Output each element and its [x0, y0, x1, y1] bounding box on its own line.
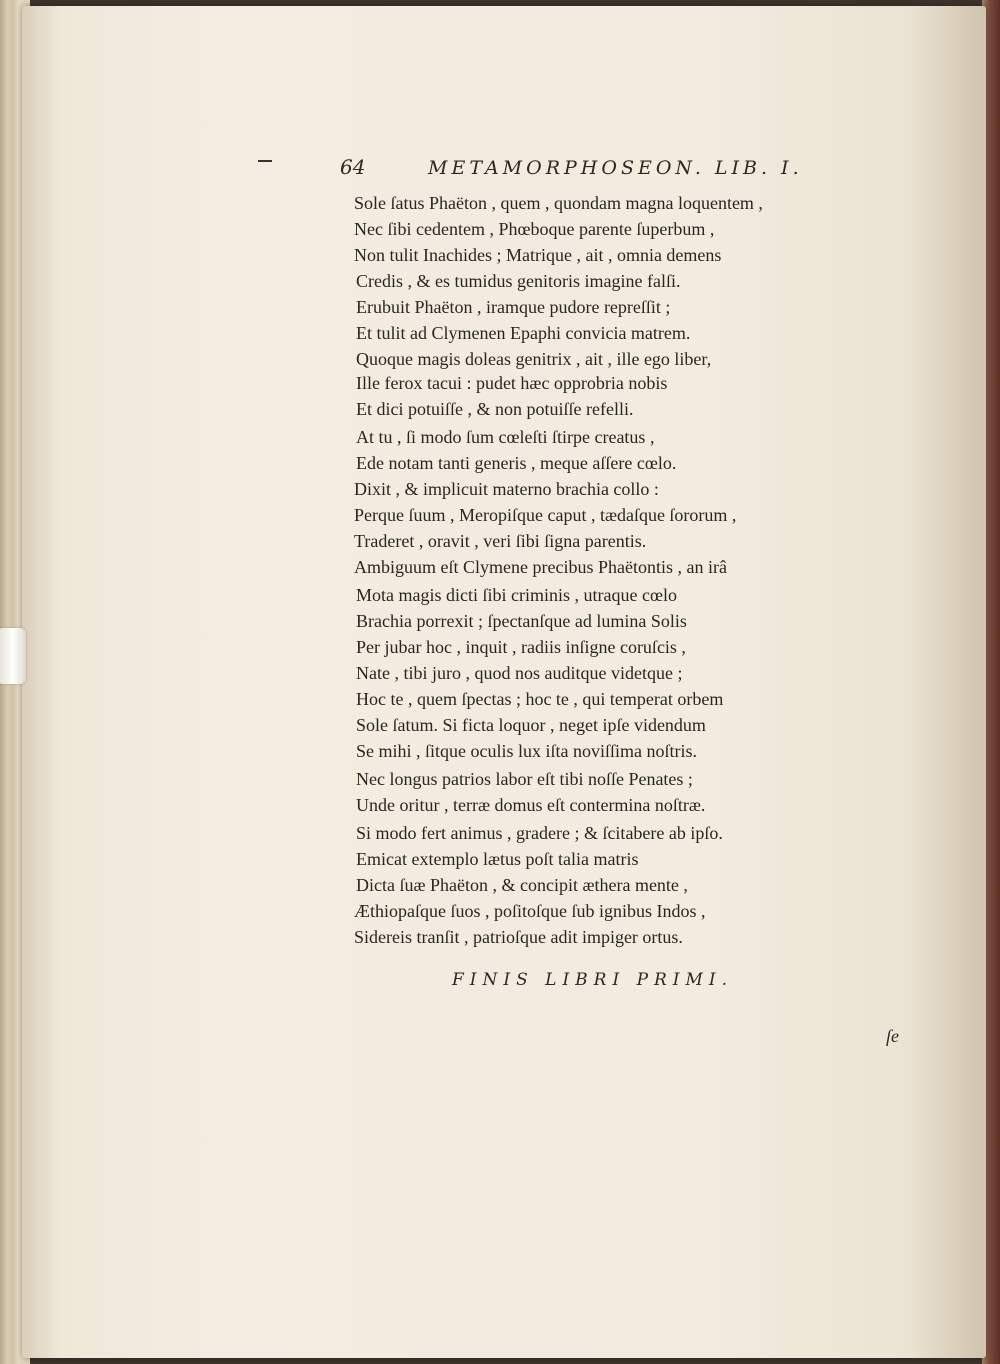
closing-line: FINIS LIBRI PRIMI. [452, 970, 734, 990]
verse-line: Mota magis dicti ſibi criminis , utraque cœlo [356, 585, 677, 605]
running-title: METAMORPHOSEON. LIB. I. [428, 157, 803, 179]
verse-line: Ambiguum eſt Clymene precibus Phaëtontis , an irâ [354, 557, 727, 577]
verse-line: Nec ſibi cedentem , Phœboque parente ſuperbum , [354, 219, 715, 239]
verse-line: Unde oritur , terræ domus eſt contermina noſtræ. [356, 795, 706, 815]
verse-line: Et dici potuiſſe , & non potuiſſe refelli. [356, 399, 634, 419]
verse-line: Perque ſuum , Meropiſque caput , tædaſque ſororum , [354, 505, 737, 525]
verse-line: Ede notam tanti generis , meque aſſere cœlo. [356, 453, 677, 473]
verse-line: At tu , ſi modo ſum cœleſti ſtirpe creatus , [356, 427, 655, 447]
verse-line: Credis , & es tumidus genitoris imagine falſi. [356, 271, 681, 291]
verse-line: Erubuit Phaëton , iramque pudore repreſſit ; [356, 297, 671, 317]
verse-line: Brachia porrexit ; ſpectanſque ad lumina Solis [356, 611, 687, 631]
verse-line: Ille ferox tacui : pudet hæc opprobria nobis [356, 373, 668, 393]
verse-line: Sidereis tranſit , patrioſque adit impiger ortus. [354, 927, 683, 947]
verse-line: Quoque magis doleas genitrix , ait , ille ego liber, [356, 349, 712, 369]
verse-line: Se mihi , ſitque oculis lux iſta noviſſima noſtris. [356, 741, 697, 761]
verse-line: Sole ſatus Phaëton , quem , quondam magna loquentem , [354, 193, 763, 213]
verse-line: Et tulit ad Clymenen Epaphi convicia matrem. [356, 323, 691, 343]
verse-line: Nec longus patrios labor eſt tibi noſſe Penates ; [356, 769, 693, 789]
verse-line: Hoc te , quem ſpectas ; hoc te , qui temperat orbem [356, 689, 724, 709]
verse-line: Non tulit Inachides ; Matrique , ait , omnia demens [354, 245, 722, 265]
verse-line: Nate , tibi juro , quod nos auditque videtque ; [356, 663, 683, 683]
verse-line: Si modo fert animus , gradere ; & ſcitabere ab ipſo. [356, 823, 723, 843]
catchword: ſe [886, 1026, 899, 1046]
verse-line: Traderet , oravit , veri ſibi ſigna parentis. [354, 531, 647, 551]
verse-line: Æthiopaſque ſuos , poſitoſque ſub ignibus Indos , [354, 901, 706, 921]
verse-line: Emicat extemplo lætus poſt talia matris [356, 849, 639, 869]
verse-line: Dixit , & implicuit materno brachia collo : [354, 479, 659, 499]
page-number: 64 [340, 155, 366, 179]
verse-line: Sole ſatum. Si ficta loquor , neget ipſe videndum [356, 715, 706, 735]
verse-line: Dicta ſuæ Phaëton , & concipit æthera mente , [356, 875, 688, 895]
verse-line: Per jubar hoc , inquit , radiis inſigne coruſcis , [356, 637, 686, 657]
